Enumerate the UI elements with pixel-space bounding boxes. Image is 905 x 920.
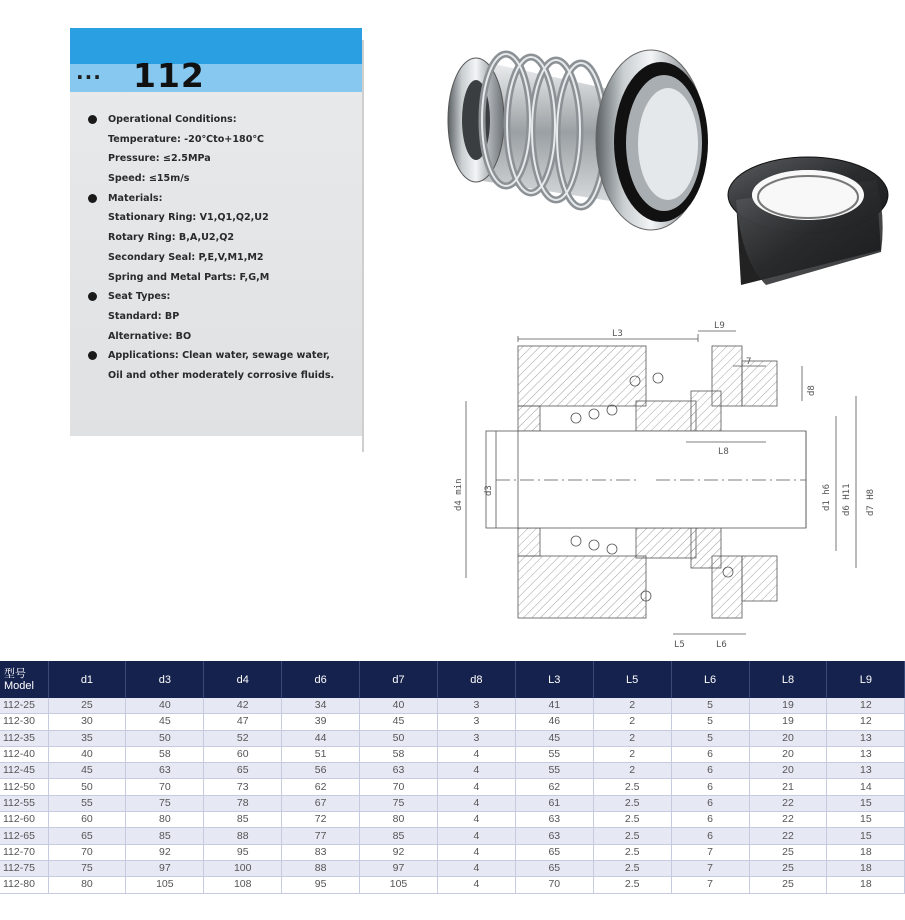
dim-d3: d3 bbox=[484, 485, 494, 496]
cell-L5: 2 bbox=[593, 698, 671, 714]
spec-line-text: Pressure: ≤2.5MPa bbox=[108, 153, 211, 165]
header-d1: d1 bbox=[48, 661, 126, 698]
bullet-icon bbox=[88, 351, 97, 360]
spec-line-text: Applications: Clean water, sewage water, bbox=[108, 350, 330, 362]
table-row bbox=[0, 795, 905, 811]
cell-L5: 2 bbox=[593, 746, 671, 762]
spec-line bbox=[88, 268, 360, 288]
table-row bbox=[0, 812, 905, 828]
cell-d4: 47 bbox=[204, 714, 282, 730]
table-header-row bbox=[0, 661, 905, 698]
cell-d8: 4 bbox=[437, 844, 515, 860]
cell-d4: 65 bbox=[204, 763, 282, 779]
cell-L5: 2.5 bbox=[593, 795, 671, 811]
cell-model: 112-40 bbox=[0, 746, 48, 762]
table-body bbox=[0, 698, 905, 893]
dimension-table bbox=[0, 661, 905, 894]
cell-d7: 105 bbox=[360, 877, 438, 893]
cell-d3: 70 bbox=[126, 779, 204, 795]
cell-d4: 85 bbox=[204, 812, 282, 828]
cell-d1: 40 bbox=[48, 746, 126, 762]
cell-L5: 2.5 bbox=[593, 844, 671, 860]
cell-d7: 50 bbox=[360, 730, 438, 746]
spec-line bbox=[88, 307, 360, 327]
cell-L5: 2.5 bbox=[593, 779, 671, 795]
cell-model: 112-50 bbox=[0, 779, 48, 795]
cell-d8: 4 bbox=[437, 746, 515, 762]
cell-d6: 34 bbox=[282, 698, 360, 714]
table-row bbox=[0, 714, 905, 730]
cell-L8: 19 bbox=[749, 698, 827, 714]
cell-model: 112-80 bbox=[0, 877, 48, 893]
cell-L3: 70 bbox=[515, 877, 593, 893]
spec-line-text: Temperature: -20℃to+180℃ bbox=[108, 133, 264, 145]
cell-L6: 6 bbox=[671, 763, 749, 779]
cell-d7: 92 bbox=[360, 844, 438, 860]
header-L3: L3 bbox=[515, 661, 593, 698]
cell-d3: 45 bbox=[126, 714, 204, 730]
table-row bbox=[0, 698, 905, 714]
technical-drawing bbox=[436, 306, 905, 649]
spec-line-text: Stationary Ring: V1,Q1,Q2,U2 bbox=[108, 212, 269, 224]
spec-line bbox=[88, 327, 360, 347]
spec-line-text: Standard: BP bbox=[108, 310, 180, 322]
spec-list bbox=[88, 110, 360, 386]
product-photo bbox=[436, 0, 905, 306]
header-model-zh: 型号 bbox=[4, 667, 26, 680]
cell-d1: 50 bbox=[48, 779, 126, 795]
dim-L9: L9 bbox=[714, 321, 725, 331]
bullet-icon bbox=[88, 115, 97, 124]
cell-d4: 52 bbox=[204, 730, 282, 746]
spec-line-text: Rotary Ring: B,A,U2,Q2 bbox=[108, 232, 235, 244]
cell-L8: 22 bbox=[749, 795, 827, 811]
cell-L5: 2 bbox=[593, 730, 671, 746]
spec-line-text: Operational Conditions: bbox=[108, 114, 237, 125]
cell-d3: 105 bbox=[126, 877, 204, 893]
rotary-unit bbox=[448, 50, 708, 230]
cell-d4: 88 bbox=[204, 828, 282, 844]
bullet-icon bbox=[88, 292, 97, 301]
cell-L6: 7 bbox=[671, 877, 749, 893]
spec-line bbox=[88, 169, 360, 189]
cell-d4: 73 bbox=[204, 779, 282, 795]
cell-L3: 63 bbox=[515, 828, 593, 844]
header-model bbox=[0, 661, 48, 698]
header-L5: L5 bbox=[593, 661, 671, 698]
cell-L6: 6 bbox=[671, 828, 749, 844]
cell-model: 112-25 bbox=[0, 698, 48, 714]
bullet-icon bbox=[88, 194, 97, 203]
spec-line bbox=[88, 287, 360, 307]
cell-d1: 60 bbox=[48, 812, 126, 828]
cell-d4: 108 bbox=[204, 877, 282, 893]
cell-L3: 63 bbox=[515, 812, 593, 828]
header-subband bbox=[70, 64, 362, 92]
spec-line bbox=[88, 130, 360, 150]
cell-L9: 14 bbox=[827, 779, 905, 795]
cell-d3: 63 bbox=[126, 763, 204, 779]
header-d3: d3 bbox=[126, 661, 204, 698]
cell-d1: 70 bbox=[48, 844, 126, 860]
cell-d8: 4 bbox=[437, 877, 515, 893]
cell-L8: 21 bbox=[749, 779, 827, 795]
dim-d1: d1 h6 bbox=[822, 483, 832, 511]
cell-d7: 75 bbox=[360, 795, 438, 811]
cell-d4: 95 bbox=[204, 844, 282, 860]
spec-line-text: Secondary Seal: P,E,V,M1,M2 bbox=[108, 251, 264, 263]
cell-L8: 25 bbox=[749, 844, 827, 860]
cell-L5: 2.5 bbox=[593, 877, 671, 893]
header-model-en: Model bbox=[4, 679, 34, 692]
cell-d6: 95 bbox=[282, 877, 360, 893]
cell-d8: 4 bbox=[437, 828, 515, 844]
dim-L5: L5 bbox=[674, 640, 685, 649]
cell-d8: 4 bbox=[437, 763, 515, 779]
cell-L5: 2.5 bbox=[593, 828, 671, 844]
cell-L6: 6 bbox=[671, 795, 749, 811]
card-shadow bbox=[362, 40, 364, 452]
cell-d1: 35 bbox=[48, 730, 126, 746]
cell-L8: 25 bbox=[749, 860, 827, 876]
cell-L5: 2 bbox=[593, 714, 671, 730]
cell-d3: 75 bbox=[126, 795, 204, 811]
cell-d7: 40 bbox=[360, 698, 438, 714]
cell-d3: 58 bbox=[126, 746, 204, 762]
dim-L3: L3 bbox=[612, 329, 623, 339]
cell-L3: 62 bbox=[515, 779, 593, 795]
cell-L3: 65 bbox=[515, 860, 593, 876]
cell-L9: 13 bbox=[827, 746, 905, 762]
cell-d6: 77 bbox=[282, 828, 360, 844]
cell-L6: 7 bbox=[671, 844, 749, 860]
cell-d6: 72 bbox=[282, 812, 360, 828]
cell-L9: 15 bbox=[827, 812, 905, 828]
cell-d6: 51 bbox=[282, 746, 360, 762]
cell-d6: 62 bbox=[282, 779, 360, 795]
cell-L6: 5 bbox=[671, 714, 749, 730]
cell-d4: 78 bbox=[204, 795, 282, 811]
cell-L9: 13 bbox=[827, 763, 905, 779]
spec-card bbox=[70, 28, 362, 436]
cell-d1: 80 bbox=[48, 877, 126, 893]
cell-d6: 56 bbox=[282, 763, 360, 779]
cell-L9: 18 bbox=[827, 860, 905, 876]
spec-line bbox=[88, 228, 360, 248]
model-number: 112 bbox=[133, 56, 205, 95]
cell-d4: 60 bbox=[204, 746, 282, 762]
cell-L6: 6 bbox=[671, 746, 749, 762]
cell-d6: 83 bbox=[282, 844, 360, 860]
cell-d8: 4 bbox=[437, 779, 515, 795]
cell-d8: 4 bbox=[437, 860, 515, 876]
cell-d3: 92 bbox=[126, 844, 204, 860]
header-band bbox=[70, 28, 362, 64]
cell-L6: 7 bbox=[671, 860, 749, 876]
table-row bbox=[0, 746, 905, 762]
cell-model: 112-75 bbox=[0, 860, 48, 876]
dim-d7: d7 H8 bbox=[866, 488, 876, 516]
dim-d6: d6 H11 bbox=[842, 483, 852, 516]
cell-d1: 25 bbox=[48, 698, 126, 714]
cell-L5: 2.5 bbox=[593, 860, 671, 876]
cell-d3: 80 bbox=[126, 812, 204, 828]
cell-d4: 100 bbox=[204, 860, 282, 876]
cell-d7: 80 bbox=[360, 812, 438, 828]
cell-d7: 85 bbox=[360, 828, 438, 844]
header-d4: d4 bbox=[204, 661, 282, 698]
cell-L8: 25 bbox=[749, 877, 827, 893]
cell-model: 112-70 bbox=[0, 844, 48, 860]
header-L8: L8 bbox=[749, 661, 827, 698]
header-d7: d7 bbox=[360, 661, 438, 698]
cell-L8: 22 bbox=[749, 812, 827, 828]
cell-d1: 55 bbox=[48, 795, 126, 811]
cell-L9: 12 bbox=[827, 698, 905, 714]
spec-line bbox=[88, 346, 360, 366]
cell-d6: 39 bbox=[282, 714, 360, 730]
table-row bbox=[0, 844, 905, 860]
dim-d8: d8 bbox=[807, 385, 817, 396]
table-row bbox=[0, 730, 905, 746]
cell-L9: 18 bbox=[827, 877, 905, 893]
spec-line-text: Materials: bbox=[108, 192, 163, 204]
cell-L8: 19 bbox=[749, 714, 827, 730]
header-d6: d6 bbox=[282, 661, 360, 698]
cell-d8: 4 bbox=[437, 795, 515, 811]
cell-d3: 40 bbox=[126, 698, 204, 714]
cell-d1: 75 bbox=[48, 860, 126, 876]
spec-line bbox=[88, 208, 360, 228]
cell-L3: 55 bbox=[515, 763, 593, 779]
cell-d4: 42 bbox=[204, 698, 282, 714]
cell-d8: 3 bbox=[437, 698, 515, 714]
cell-L6: 5 bbox=[671, 730, 749, 746]
cell-L8: 20 bbox=[749, 730, 827, 746]
cell-L9: 15 bbox=[827, 795, 905, 811]
spec-line bbox=[88, 366, 360, 386]
cell-L3: 46 bbox=[515, 714, 593, 730]
dim-7: 7 bbox=[746, 357, 752, 367]
spec-line bbox=[88, 248, 360, 268]
cell-model: 112-45 bbox=[0, 763, 48, 779]
cell-d7: 63 bbox=[360, 763, 438, 779]
cell-L3: 41 bbox=[515, 698, 593, 714]
spec-line-text: Seat Types: bbox=[108, 291, 171, 303]
cell-d6: 67 bbox=[282, 795, 360, 811]
cell-L5: 2.5 bbox=[593, 812, 671, 828]
table-row bbox=[0, 828, 905, 844]
cell-L9: 18 bbox=[827, 844, 905, 860]
cell-L5: 2 bbox=[593, 763, 671, 779]
cell-d3: 97 bbox=[126, 860, 204, 876]
cell-model: 112-30 bbox=[0, 714, 48, 730]
cell-model: 112-65 bbox=[0, 828, 48, 844]
cell-d8: 4 bbox=[437, 812, 515, 828]
cell-d3: 85 bbox=[126, 828, 204, 844]
cell-model: 112-55 bbox=[0, 795, 48, 811]
cell-L9: 15 bbox=[827, 828, 905, 844]
cell-d8: 3 bbox=[437, 714, 515, 730]
dim-L8: L8 bbox=[718, 447, 729, 457]
table-row bbox=[0, 860, 905, 876]
spec-line-text: Alternative: BO bbox=[108, 330, 192, 342]
table-row bbox=[0, 779, 905, 795]
dim-L6: L6 bbox=[716, 640, 727, 649]
cell-L3: 65 bbox=[515, 844, 593, 860]
cell-model: 112-35 bbox=[0, 730, 48, 746]
cell-d3: 50 bbox=[126, 730, 204, 746]
cell-d6: 88 bbox=[282, 860, 360, 876]
cell-L8: 20 bbox=[749, 763, 827, 779]
cell-model: 112-60 bbox=[0, 812, 48, 828]
spec-line bbox=[88, 189, 360, 209]
cell-d7: 97 bbox=[360, 860, 438, 876]
cell-d1: 45 bbox=[48, 763, 126, 779]
table-row bbox=[0, 763, 905, 779]
cell-d7: 45 bbox=[360, 714, 438, 730]
spec-line-text: Spring and Metal Parts: F,G,M bbox=[108, 271, 270, 283]
table-row bbox=[0, 877, 905, 893]
stationary-seat bbox=[728, 157, 888, 285]
cell-L3: 45 bbox=[515, 730, 593, 746]
spec-line-text: Speed: ≤15m/s bbox=[108, 173, 190, 185]
header-d8: d8 bbox=[437, 661, 515, 698]
cell-d6: 44 bbox=[282, 730, 360, 746]
cell-L8: 22 bbox=[749, 828, 827, 844]
cell-L3: 55 bbox=[515, 746, 593, 762]
header-L9: L9 bbox=[827, 661, 905, 698]
cell-L6: 6 bbox=[671, 779, 749, 795]
spec-line bbox=[88, 110, 360, 130]
cell-L9: 13 bbox=[827, 730, 905, 746]
cell-L6: 5 bbox=[671, 698, 749, 714]
cell-L3: 61 bbox=[515, 795, 593, 811]
cell-L8: 20 bbox=[749, 746, 827, 762]
cell-d1: 30 bbox=[48, 714, 126, 730]
cell-L6: 6 bbox=[671, 812, 749, 828]
cell-d7: 70 bbox=[360, 779, 438, 795]
spec-line bbox=[88, 149, 360, 169]
spec-line-text: Oil and other moderately corrosive fluids. bbox=[108, 369, 335, 381]
cell-d8: 3 bbox=[437, 730, 515, 746]
model-dots: ··· bbox=[76, 65, 102, 89]
header-L6: L6 bbox=[671, 661, 749, 698]
cell-d1: 65 bbox=[48, 828, 126, 844]
cell-L9: 12 bbox=[827, 714, 905, 730]
dim-d4: d4 min bbox=[454, 478, 464, 511]
cell-d7: 58 bbox=[360, 746, 438, 762]
